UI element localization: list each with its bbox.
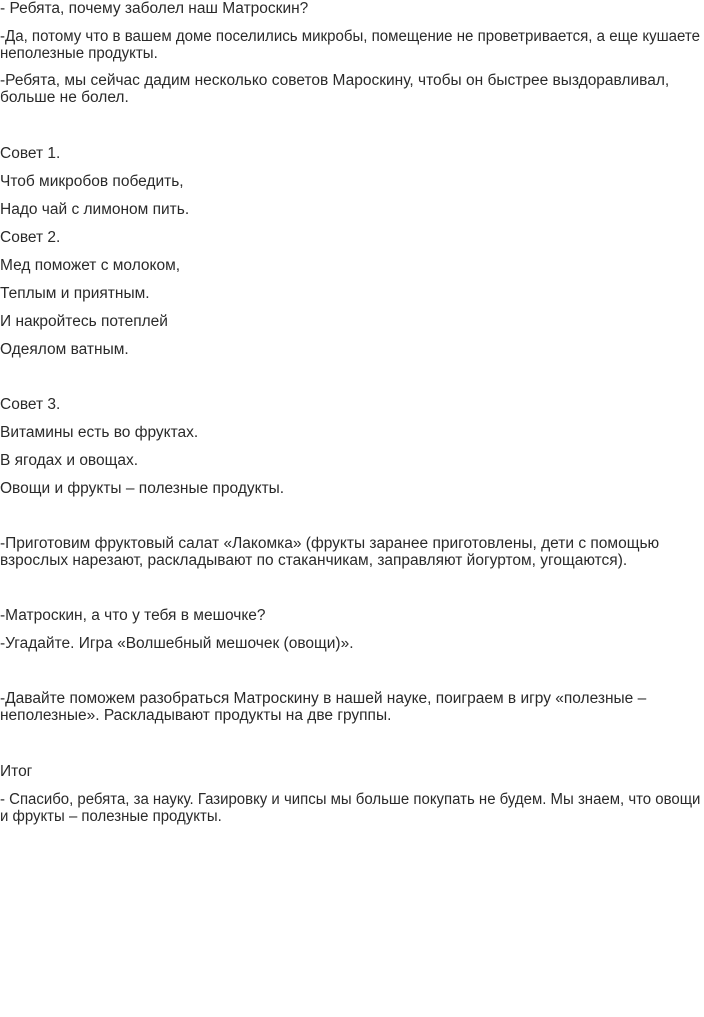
text-line: -Матроскин, а что у тебя в мешочке? [0, 607, 266, 624]
paragraph-bag-question [0, 607, 266, 624]
paragraph-advice-2-line-3 [0, 313, 168, 330]
paragraph-advice-3-line-1 [0, 424, 198, 441]
paragraph-advice-1-line-1 [0, 173, 184, 190]
text-line: больше не болел. [0, 89, 129, 106]
text-line: Мед поможет с молоком, [0, 257, 181, 274]
paragraph-bag-game [0, 635, 354, 652]
text-line: Витамины есть во фруктах. [0, 424, 199, 441]
paragraph-advice-3-line-2 [0, 452, 138, 469]
paragraph-advice-2-line-4 [0, 341, 129, 358]
text-line: Итог [0, 763, 33, 780]
paragraph-advice-intro [0, 72, 669, 106]
text-line: -Давайте поможем разобраться Матроскину в нашей науке, поиграем в игру «полезные – [0, 690, 647, 707]
paragraph-advice-2-line-2 [0, 285, 150, 302]
text-line: - Спасибо, ребята, за науку. Газировку и чипсы мы больше покупать не будем. Мы знаем, что овощи [0, 791, 701, 808]
text-line: взрослых нарезают, раскладывают по стаканчикам, заправляют йогуртом, угощаются). [0, 552, 628, 569]
paragraph-advice-3-title [0, 396, 60, 413]
text-line: Совет 1. [0, 145, 61, 162]
text-line: В ягодах и овощах. [0, 452, 139, 469]
paragraph-advice-3-line-3 [0, 480, 284, 497]
text-line: неполезные продукты. [0, 45, 158, 62]
paragraph-salad [0, 535, 659, 569]
text-line: Теплым и приятным. [0, 285, 150, 302]
paragraph-summary [0, 791, 704, 825]
text-line: И накройтесь потеплей [0, 313, 168, 330]
paragraph-advice-2-title [0, 229, 60, 246]
text-line: Овощи и фрукты – полезные продукты. [0, 480, 285, 497]
text-line: Надо чай с лимоном пить. [0, 201, 190, 218]
paragraph-answer [0, 28, 704, 62]
text-line: -Угадайте. Игра «Волшебный мешочек (овощи)». [0, 635, 354, 652]
text-line: и фрукты – полезные продукты. [0, 808, 222, 825]
paragraph-advice-1-line-2 [0, 201, 189, 218]
paragraph-summary-title [0, 763, 32, 780]
text-line: Совет 2. [0, 229, 61, 246]
text-line: - Ребята, почему заболел наш Матроскин? [0, 0, 309, 17]
text-line: -Да, потому что в вашем доме поселились микробы, помещение не проветривается, а еще кушаете [0, 28, 701, 45]
paragraph-sorting-game [0, 690, 646, 724]
paragraph-question [0, 0, 308, 17]
text-line: -Ребята, мы сейчас дадим несколько советов Мароскину, чтобы он быстрее выздоравливал, [0, 72, 670, 89]
text-line: -Приготовим фруктовый салат «Лакомка» (фрукты заранее приготовлены, дети с помощью [0, 535, 660, 552]
text-line: Совет 3. [0, 396, 61, 413]
paragraph-advice-2-line-1 [0, 257, 180, 274]
text-line: неполезные». Раскладывают продукты на две группы. [0, 707, 392, 724]
text-line: Чтоб микробов победить, [0, 173, 184, 190]
text-line: Одеялом ватным. [0, 341, 129, 358]
paragraph-advice-1-title [0, 145, 60, 162]
